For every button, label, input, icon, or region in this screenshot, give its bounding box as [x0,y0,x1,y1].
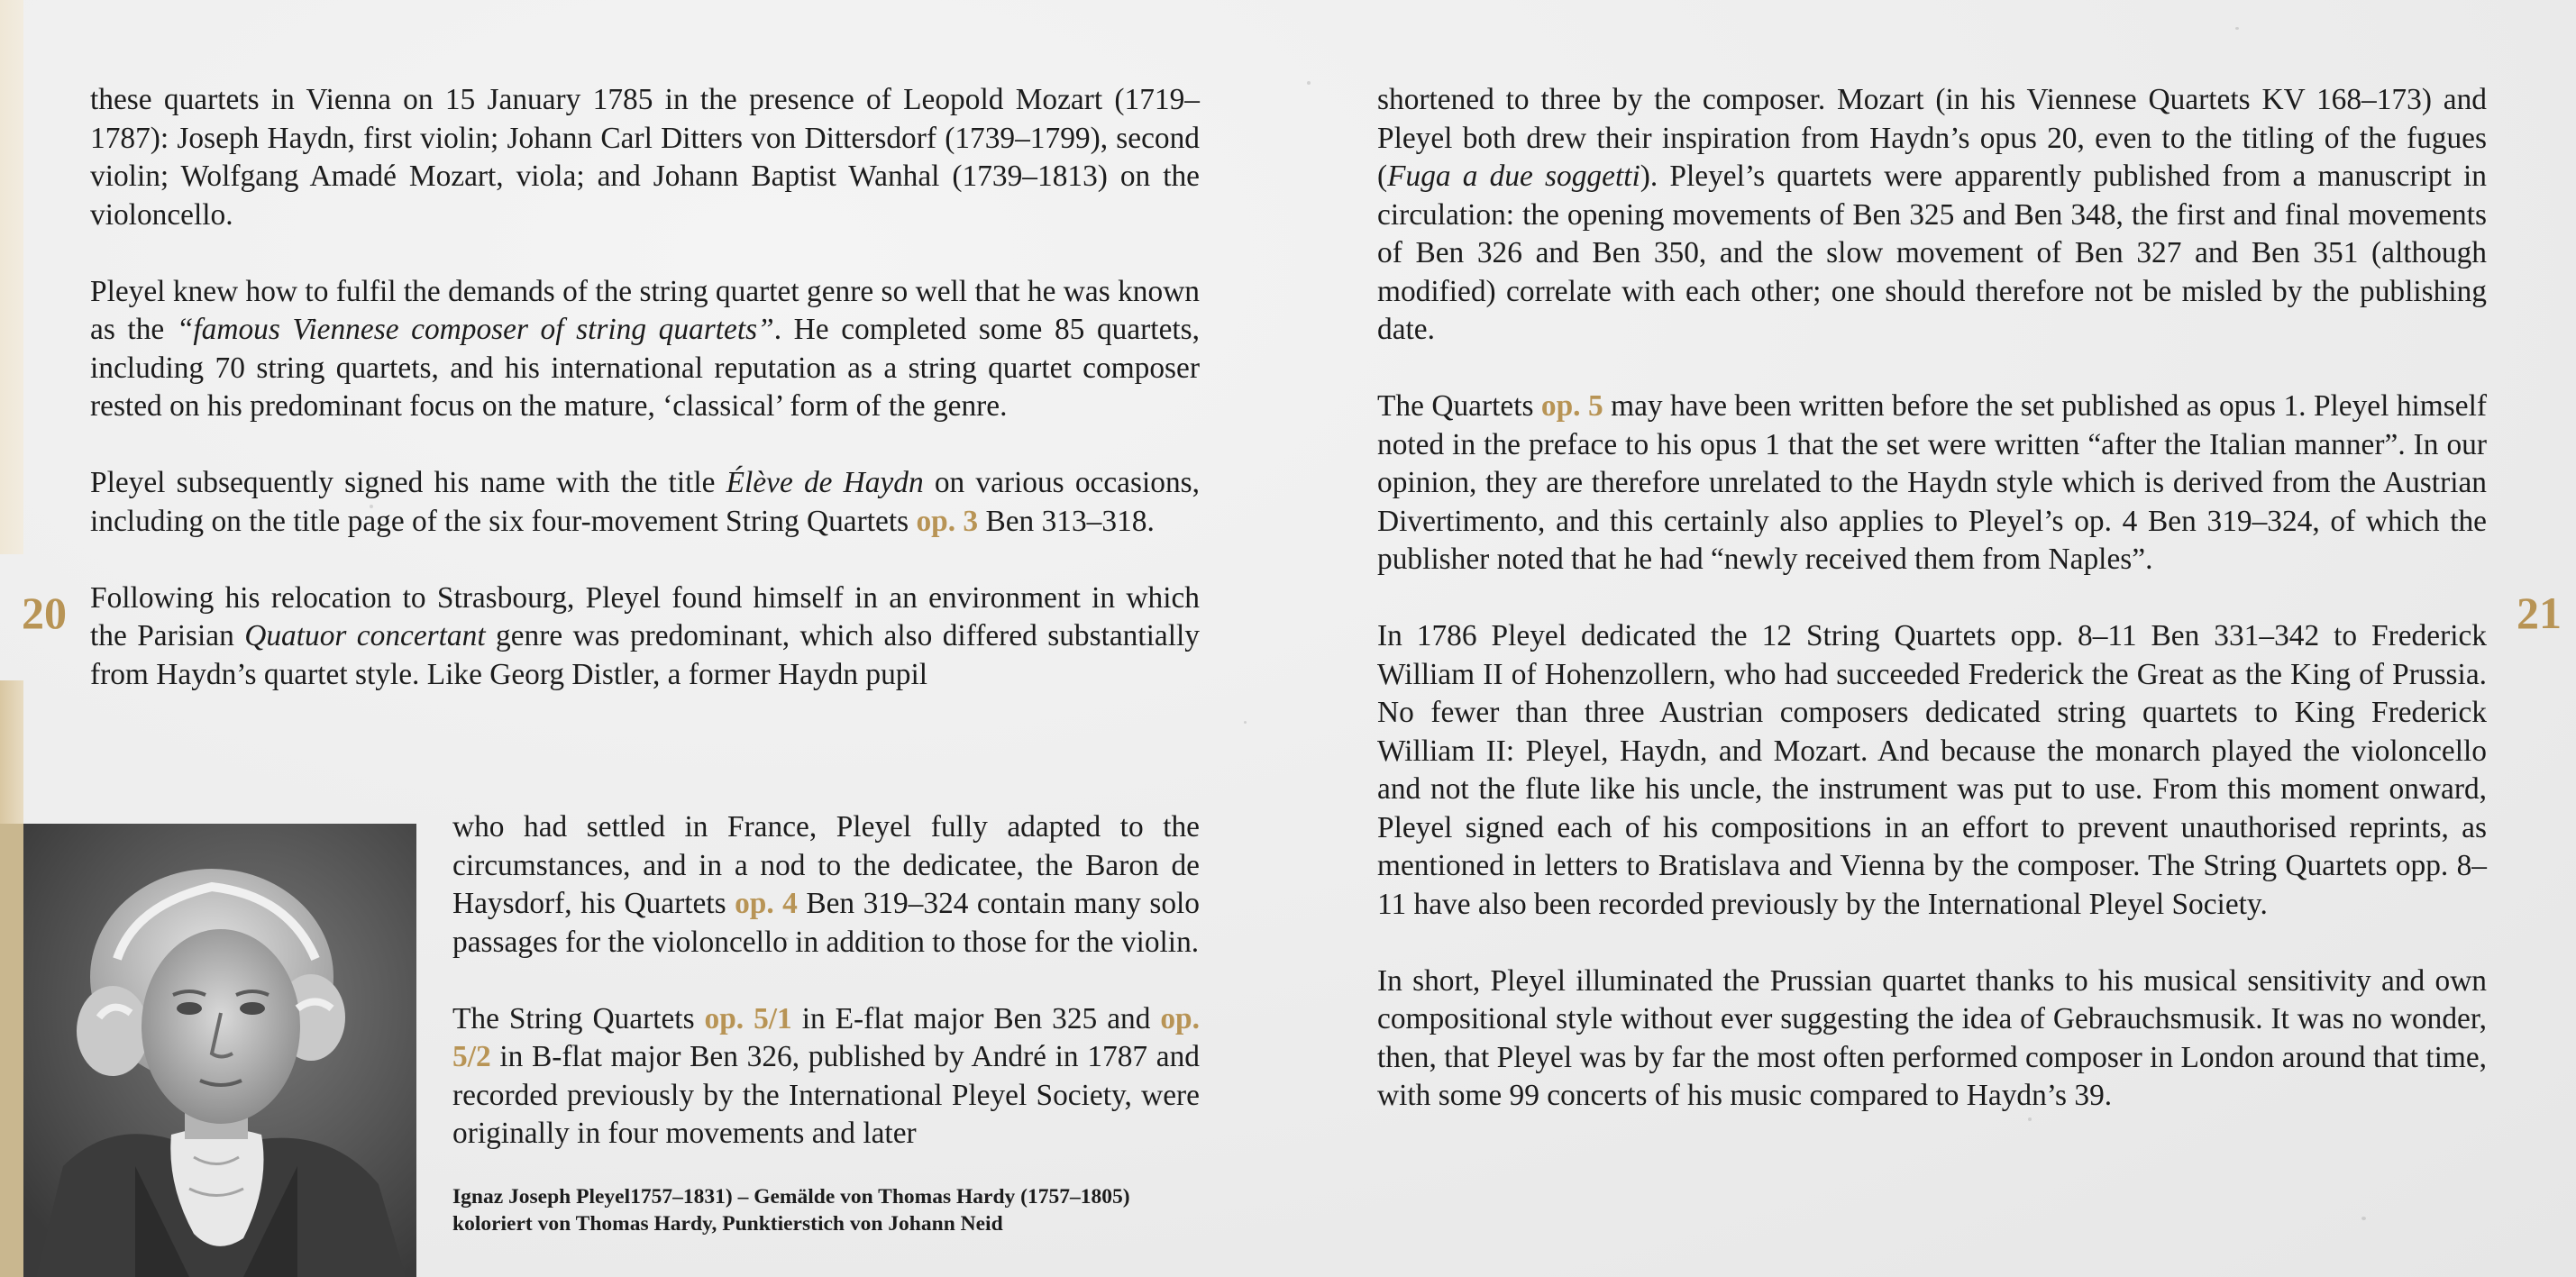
paragraph: The Quartets op. 5 may have been written before the set published as opus 1. Pleyel himself noted in the preface to his opus 1 that the set were written “after the Italian manner”. In our opinion, they are therefore unrelated to the Haydn style which is derived from the Austrian Divertimento, and this certainly also applies to Pleyel’s op. 4 Ben 319–324, of which the publisher noted that he had “newly received them from Naples”. [1377,389,2487,576]
paragraph: Pleyel knew how to fulfil the demands of the string quartet genre so well that he was known as the “famous Viennese composer of string quartets”. He completed some 85 quartets, including 70 string quartets, and his international reputation as a string quartet composer rested on his predominant focus on the mature, ‘classical’ form of the genre. [90,274,1201,423]
left-column [90,81,1200,694]
paper-speck [1244,721,1247,724]
left-edge-strip [0,0,23,554]
opus-reference: op. 5 [1540,389,1603,423]
paragraph: who had settled in France, Pleyel fully adapted to the circumstances, and in a nod to the dedicatee, the Baron de Haysdorf, his Quartets op. 4 Ben 319–324 contain many solo passages for the violoncello in addition to those for the violin. [452,810,1200,959]
paragraph: Following his relocation to Strasbourg, Pleyel found himself in an environment in which the Parisian Quatuor concertant genre was predominant, which also differed substantially from Haydn’s quartet style. Like Georg Distler, a former Haydn pupil [90,580,1201,691]
page-number-left: 20 [22,588,67,638]
paragraph: shortened to three by the composer. Mozart (in his Viennese Quartets KV 168–173) and Pleyel both drew their inspiration from Haydn’s opus 20, even to the titling of the fugues (Fuga a due soggetti). Pleyel’s quartets were apparently published from a manuscript in circulation: the opening movements of Ben 325 and Ben 348, the first and final movements of Ben 326 and Ben 350, and the slow movement of Ben 327 and Ben 351 (although modified) correlate with each other; one should therefore not be misled by the publishing date. [1377,83,2487,346]
paragraph: these quartets in Vienna on 15 January 1785 in the presence of Leopold Mozart (1719–1787): Joseph Haydn, first violin; Johann Carl Ditters von Dittersdorf (1739–1799), second violin; Wolfgang Amadé Mozart, viola; and Johann Baptist Wanhal (1739–1813) on the violoncello. [90,83,1200,232]
caption-line: Ignaz Joseph Pleyel1757–1831) – Gemälde von Thomas Hardy (1757–1805) [452,1185,1130,1209]
opus-reference: op. 4 [735,887,798,920]
paper-speck [2028,1117,2032,1121]
paragraph: The String Quartets op. 5/1 in E-flat major Ben 325 and op. 5/2 in B-flat major Ben 326, published by André in 1787 and recorded previously by the International Pleyel Society, were originally in four movements and later [452,1001,1200,1150]
portrait-edge-strip [0,824,23,1277]
paper-speck [2361,1217,2366,1220]
paper-speck [2235,27,2239,30]
caption-line: koloriert von Thomas Hardy, Punktierstich von Johann Neid [452,1212,1003,1236]
opus-reference: op. 5/2 [452,1001,1200,1073]
left-column-wrapped [452,808,1200,1154]
opus-reference: op. 5/1 [704,1001,792,1035]
pleyel-portrait-illustration [0,824,416,1277]
paragraph: In short, Pleyel illuminated the Prussian quartet thanks to his musical sensitivity and own compositional style without ever suggesting the idea of Gebrauchsmusik. It was no wonder, then, that Pleyel was by far the most often performed composer in London around that time, with some 99 concerts of his music compared to Haydn’s 39. [1377,963,2487,1112]
paper-speck [1307,81,1311,85]
opus-reference: op. 3 [916,504,979,538]
paragraph: Pleyel subsequently signed his name with the title Élève de Haydn on various occasions, including on the title page of the six four-movement String Quartets op. 3 Ben 313–318. [90,466,1200,538]
portrait-caption [452,1183,1200,1237]
portrait-image [0,824,416,1277]
paragraph: In 1786 Pleyel dedicated the 12 String Quartets opp. 8–11 Ben 331–342 to Frederick William II of Hohenzollern, who had succeeded Frederick the Great as the King of Prussia. No fewer than three Austrian composers dedicated string quartets to King Frederick William II: Pleyel, Haydn, and Mozart. And because the monarch played the violoncello and not the flute like his uncle, the instrument was put to use. From this moment onward, Pleyel signed each of his compositions in an effort to prevent unauthorised reprints, as mentioned in letters to Bratislava and Vienna by the composer. The String Quartets opp. 8–11 have also been recorded previously by the International Pleyel Society. [1377,619,2487,921]
page-number-right: 21 [2517,588,2562,638]
right-column [1377,81,2487,1116]
